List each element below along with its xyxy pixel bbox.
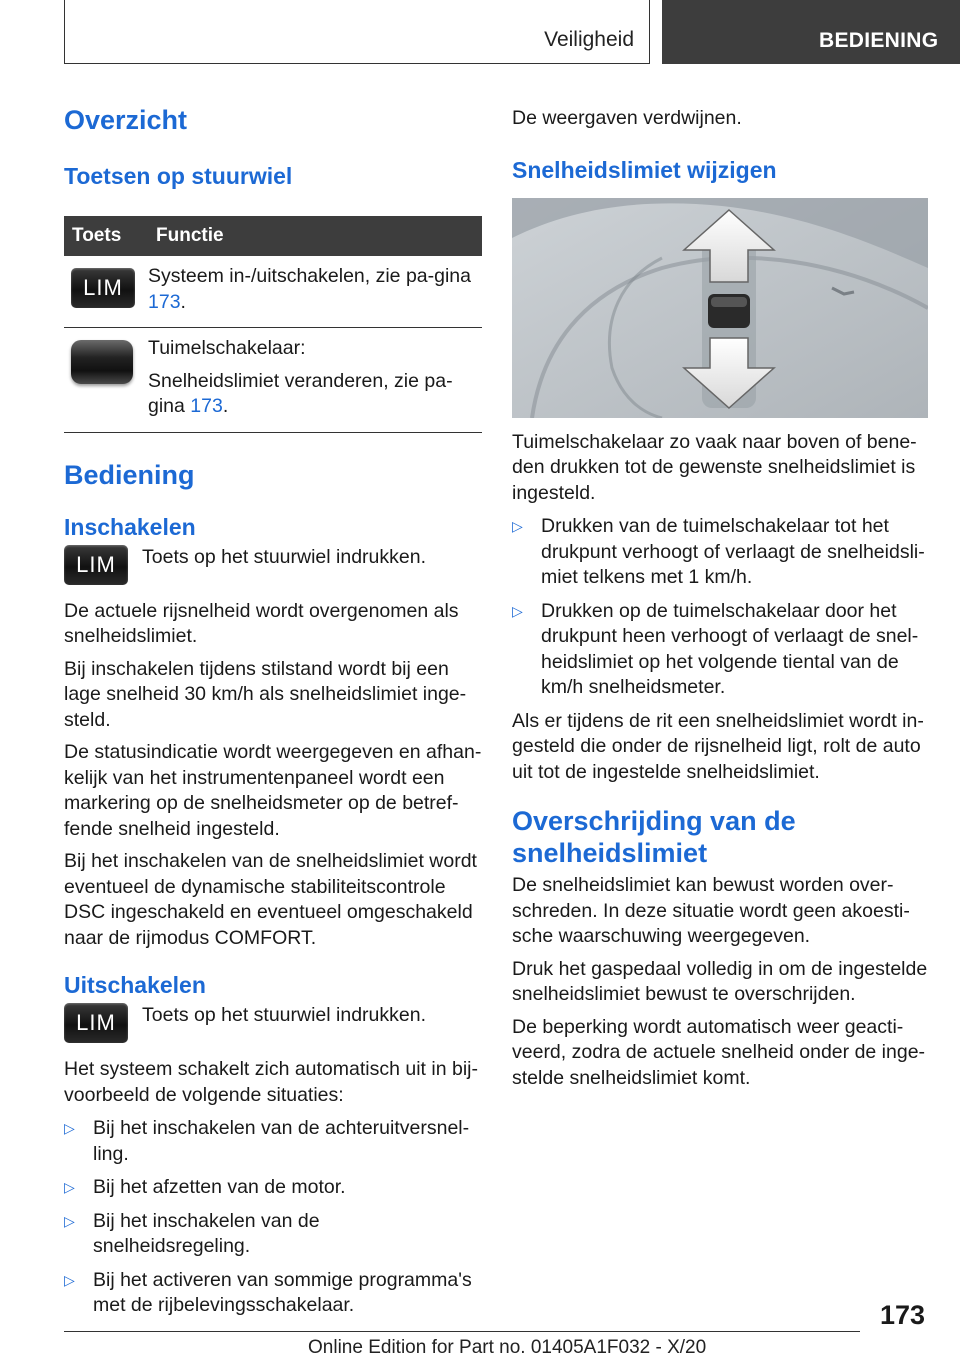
footer-divider bbox=[64, 1331, 860, 1332]
overschrijding-p1: De snelheidslimiet kan bewust worden over-schreden. In deze situatie wordt geen akoesti-sche waarschuwing weergegeven. bbox=[512, 874, 910, 947]
lim-button-icon: LIM bbox=[71, 268, 135, 308]
inschakelen-p2: Bij inschakelen tijdens stilstand wordt bij een lage snelheid 30 km/h als snelheidslimiet inge-steld. bbox=[64, 657, 467, 731]
buttons-table bbox=[64, 216, 482, 433]
triangle-bullet-icon: ▷ bbox=[512, 518, 523, 534]
row1-end: . bbox=[180, 290, 186, 313]
heading-inschakelen: Inschakelen bbox=[64, 513, 196, 540]
intro-text: De weergaven verdwijnen. bbox=[512, 107, 742, 129]
triangle-bullet-icon: ▷ bbox=[64, 1271, 75, 1288]
left-column bbox=[64, 98, 482, 1319]
triangle-bullet-icon: ▷ bbox=[64, 1120, 75, 1136]
heading-overschrijding bbox=[512, 805, 928, 869]
heading-bediening: Bediening bbox=[64, 459, 195, 490]
inschakelen-p4: Bij het inschakelen van de snelheidslimiet wordt eventueel de dynamische stabiliteitscontrole DSC ingeschakeld en eventueel omgeschakeld naar de rijmodus COMFORT. bbox=[64, 850, 477, 949]
inschakelen-p1: De actuele rijsnelheid wordt overgenomen als snelheidslimiet. bbox=[64, 599, 459, 647]
list-item bbox=[512, 514, 928, 591]
page-link[interactable]: 173 bbox=[148, 290, 181, 313]
heading-line-1: Overschrijding van de bbox=[512, 806, 796, 836]
list-item-text: Bij het afzetten van de motor. bbox=[93, 1176, 346, 1198]
wijzigen-p2: Als er tijdens de rit een snelheidslimiet wordt in-gesteld die onder de rijsnelheid ligt, rolt de auto uit tot de ingestelde snelheidslimiet. bbox=[512, 709, 924, 783]
inschakelen-action-text: Toets op het stuurwiel indrukken. bbox=[142, 545, 426, 568]
table-cell-key bbox=[64, 328, 148, 433]
page-number: 173 bbox=[880, 1300, 926, 1330]
row1-text: Systeem in-/uitschakelen, zie pa-gina bbox=[148, 265, 471, 287]
heading-wijzigen: Snelheidslimiet wijzigen bbox=[512, 156, 777, 183]
triangle-bullet-icon: ▷ bbox=[64, 1179, 75, 1195]
inschakelen-p3: De statusindicatie wordt weergegeven en afhan-kelijk van het instrumentenpaneel wordt een markering op de snelheidsmeter op de betref-fende snelheid ingesteld. bbox=[64, 741, 482, 840]
list-item-text: Bij het activeren van sommige programma's met de rijbelevingsschakelaar. bbox=[93, 1268, 472, 1316]
table-row bbox=[64, 256, 482, 328]
table-cell-key bbox=[64, 256, 148, 328]
lim-button-icon: LIM bbox=[64, 545, 128, 585]
list-item bbox=[512, 599, 928, 701]
row2-end: . bbox=[222, 395, 229, 417]
heading-line-2: snelheidslimiet bbox=[512, 838, 708, 868]
overschrijding-p3: De beperking wordt automatisch weer geacti-veerd, zodra de actuele snelheid onder de inge-stelde snelheidslimiet komt. bbox=[512, 1015, 926, 1089]
wijzigen-p1: Tuimelschakelaar zo vaak naar boven of bene-den drukken tot de gewenste snelheidslimiet is ingesteld. bbox=[512, 430, 917, 504]
overschrijding-p2: Druk het gaspedaal volledig in om de ingestelde snelheidslimiet bewust te overschrijden. bbox=[512, 957, 928, 1005]
inschakelen-action bbox=[64, 545, 482, 585]
triangle-bullet-icon: ▷ bbox=[512, 602, 523, 619]
heading-overzicht: Overzicht bbox=[64, 105, 188, 135]
list-item bbox=[64, 1175, 482, 1201]
table-row bbox=[64, 328, 482, 433]
list-item bbox=[64, 1268, 482, 1319]
table-header-function: Functie bbox=[148, 216, 482, 256]
uitschakelen-action bbox=[64, 1003, 482, 1043]
uitschakelen-p1: Het systeem schakelt zich automatisch uit in bij-voorbeeld de volgende situaties: bbox=[64, 1058, 478, 1106]
row2-text: Snelheidslimiet veranderen, zie pa-gina bbox=[148, 369, 453, 417]
list-item bbox=[64, 1209, 482, 1260]
row2-line1: Tuimelschakelaar: bbox=[148, 337, 306, 359]
table-cell-function bbox=[148, 328, 482, 433]
list-item-text: Bij het inschakelen van de snelheidsregeling. bbox=[93, 1209, 320, 1257]
list-item-text: Drukken op de tuimelschakelaar door het drukpunt heen verhoogt of verlaagt de snel-heidslimiet op het volgende tiental van de km/h snelheidsmeter. bbox=[541, 599, 919, 698]
table-cell-function bbox=[148, 256, 482, 328]
rocker-switch-icon bbox=[71, 340, 133, 384]
uitschakelen-action-text: Toets op het stuurwiel indrukken. bbox=[142, 1004, 426, 1026]
header-chapter-tab: BEDIENING bbox=[662, 0, 960, 64]
page-link[interactable]: 173 bbox=[190, 395, 223, 417]
header-section: Veiligheid bbox=[544, 28, 634, 51]
steering-wheel-illustration bbox=[512, 198, 928, 418]
list-item-text: Drukken van de tuimelschakelaar tot het drukpunt verhoogt of verlaagt de snelheidsli-miet telkens met 1 km/h. bbox=[541, 515, 925, 588]
table-header-row bbox=[64, 216, 482, 256]
right-column bbox=[512, 98, 928, 1091]
heading-toetsen: Toetsen op stuurwiel bbox=[64, 163, 293, 189]
triangle-bullet-icon: ▷ bbox=[64, 1212, 75, 1229]
footer-edition: Online Edition for Part no. 01405A1F032 - X/20 bbox=[308, 1337, 707, 1358]
list-item-text: Bij het inschakelen van de achteruitversnel-ling. bbox=[93, 1117, 470, 1165]
table-header-key: Toets bbox=[64, 216, 148, 256]
list-item bbox=[64, 1116, 482, 1167]
lim-button-icon: LIM bbox=[64, 1003, 128, 1043]
heading-uitschakelen: Uitschakelen bbox=[64, 972, 206, 998]
